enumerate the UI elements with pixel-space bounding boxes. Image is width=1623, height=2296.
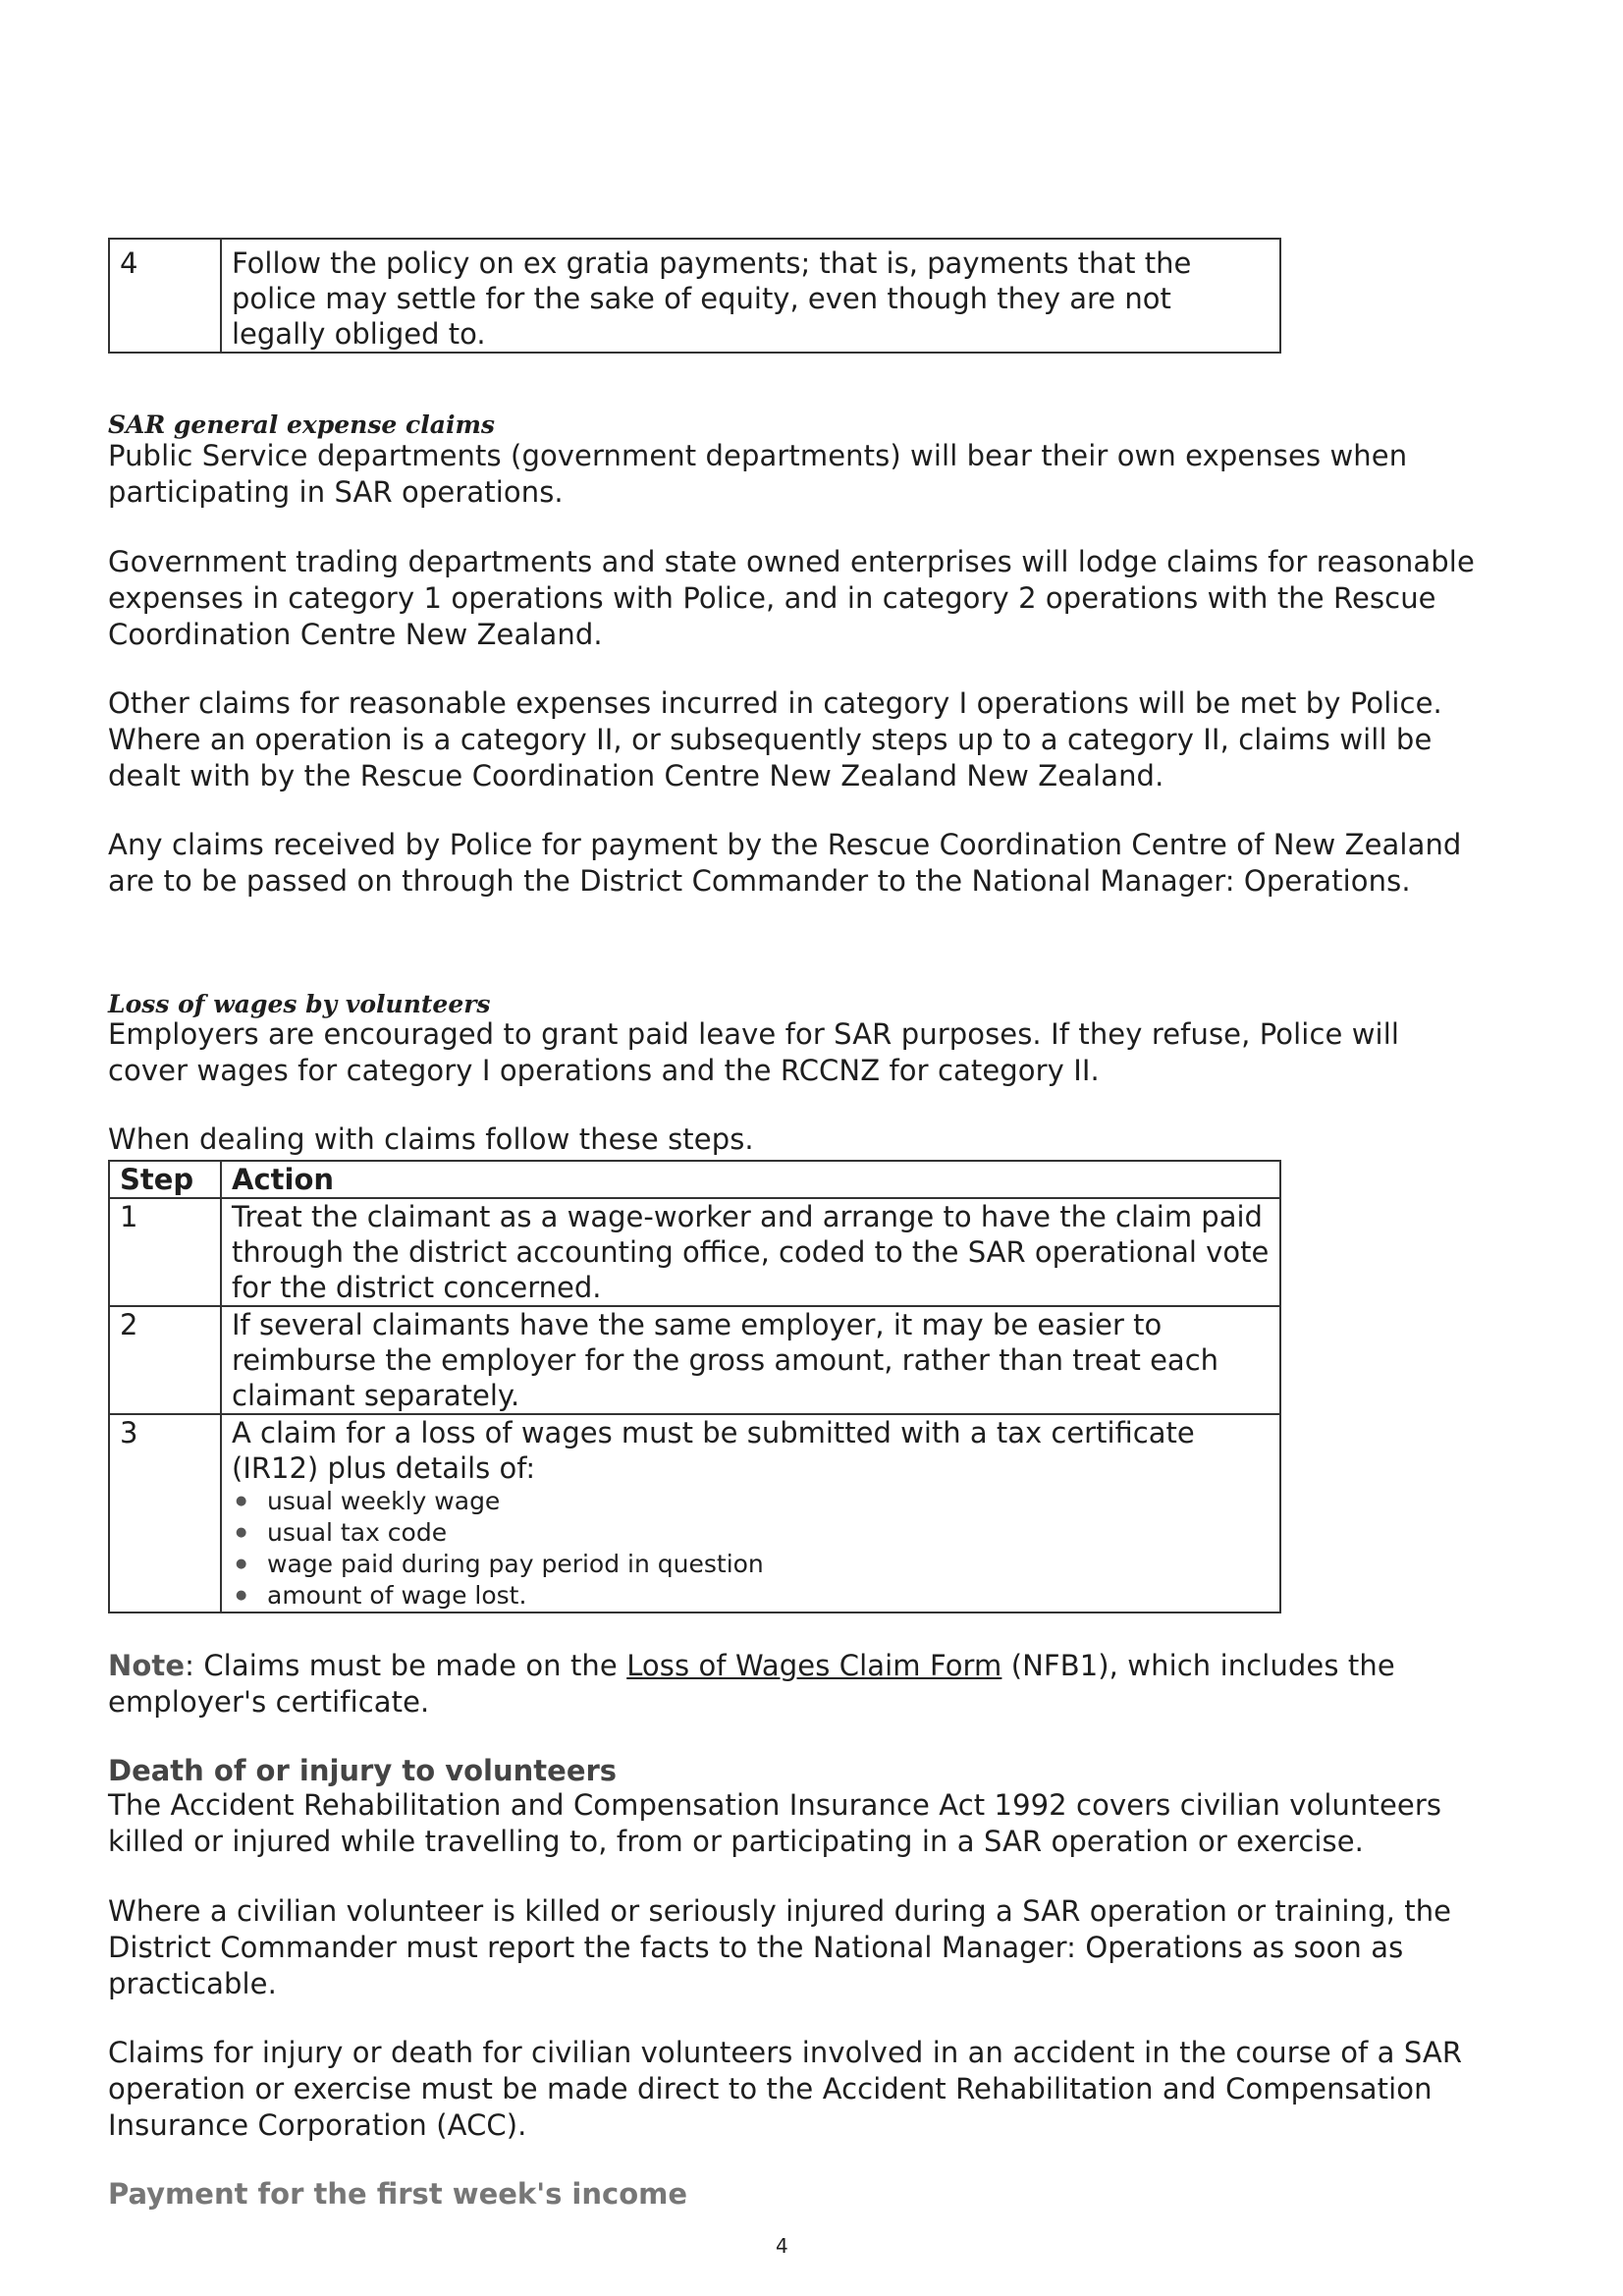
list-item: ● usual tax code — [232, 1517, 1270, 1549]
death-injury-p3: Claims for injury or death for civilian volunteers involved in an accident in the course of a SAR operation or exercise must be made direct to the Accident Rehabilitation and Compensation Insurance Corporation (ACC). — [108, 2036, 1463, 2142]
sar-general-p4: Any claims received by Police for payment by the Rescue Coordination Centre of New Zealand are to be passed on through the District Commander to the National Manager: Operations. — [108, 828, 1462, 898]
list-item: ● wage paid during pay period in question — [232, 1549, 1270, 1580]
step-cell: 3 — [109, 1414, 221, 1613]
action-cell: If several claimants have the same employer, it may be easier to reimburse the employer for the gross amount, rather than treat each claimant separately. — [221, 1306, 1280, 1414]
note-label: Note — [108, 1649, 186, 1682]
death-injury-heading: Death of or injury to volunteers — [108, 1754, 618, 1787]
list-item: ● usual weekly wage — [232, 1486, 1270, 1517]
table-row — [109, 1198, 1280, 1306]
step-cell: 2 — [109, 1306, 221, 1414]
table-header-row — [109, 1161, 1280, 1198]
wage-claim-steps-table — [108, 1160, 1281, 1613]
death-injury-p1: The Accident Rehabilitation and Compensation Insurance Act 1992 covers civilian volunteers killed or injured while travelling to, from or participating in a SAR operation or exercise. — [108, 1788, 1442, 1858]
list-item: ● amount of wage lost. — [232, 1580, 1270, 1612]
payment-first-week-heading: Payment for the first week's income — [108, 2177, 688, 2211]
header-action: Action — [221, 1161, 1280, 1198]
death-injury-p2: Where a civilian volunteer is killed or seriously injured during a SAR operation or training, the District Commander must report the facts to the National Manager: Operations as soon as practicable. — [108, 1894, 1452, 2000]
action-cell: Follow the policy on ex gratia payments; that is, payments that the police may settle for the sake of equity, even though they are not legally obliged to. — [221, 239, 1280, 353]
action-cell — [221, 1414, 1280, 1613]
note-paragraph — [108, 1648, 1483, 1721]
note-text-pre: : Claims must be made on the — [185, 1649, 627, 1682]
table-row — [109, 1414, 1280, 1613]
sar-general-heading: SAR general expense claims — [108, 410, 495, 439]
action-text: A claim for a loss of wages must be submitted with a tax certificate (IR12) plus details of: — [232, 1416, 1195, 1485]
note-text-post: (NFB1), which includes the employer's certificate. — [108, 1649, 1395, 1719]
loss-of-wages-p1: Employers are encouraged to grant paid leave for SAR purposes. If they refuse, Police will cover wages for category I operations and the RCCNZ for category II. — [108, 1017, 1400, 1087]
top-steps-table — [108, 238, 1281, 354]
step-cell: 4 — [109, 239, 221, 353]
claims-intro: When dealing with claims follow these steps. — [108, 1122, 754, 1156]
table-row — [109, 239, 1280, 353]
wage-details-list — [232, 1486, 1270, 1612]
header-step: Step — [109, 1161, 221, 1198]
sar-general-p1: Public Service departments (government departments) will bear their own expenses when participating in SAR operations. — [108, 439, 1408, 509]
page-number: 4 — [776, 2234, 788, 2258]
table-row — [109, 1306, 1280, 1414]
sar-general-p3: Other claims for reasonable expenses incurred in category I operations will be met by Police. Where an operation is a category II, or subsequently steps up to a category II, claims will be dealt with by the Rescue Coordination Centre New Zealand New Zealand. — [108, 686, 1442, 793]
action-cell: Treat the claimant as a wage-worker and arrange to have the claim paid through the district accounting office, coded to the SAR operational vote for the district concerned. — [221, 1198, 1280, 1306]
step-cell: 1 — [109, 1198, 221, 1306]
loss-of-wages-heading: Loss of wages by volunteers — [108, 990, 491, 1018]
sar-general-p2: Government trading departments and state owned enterprises will lodge claims for reasonable expenses in category 1 operations with Police, and in category 2 operations with the Rescue Coordination Centre New Zealand. — [108, 545, 1475, 651]
loss-of-wages-form-link[interactable]: Loss of Wages Claim Form — [626, 1649, 1002, 1682]
